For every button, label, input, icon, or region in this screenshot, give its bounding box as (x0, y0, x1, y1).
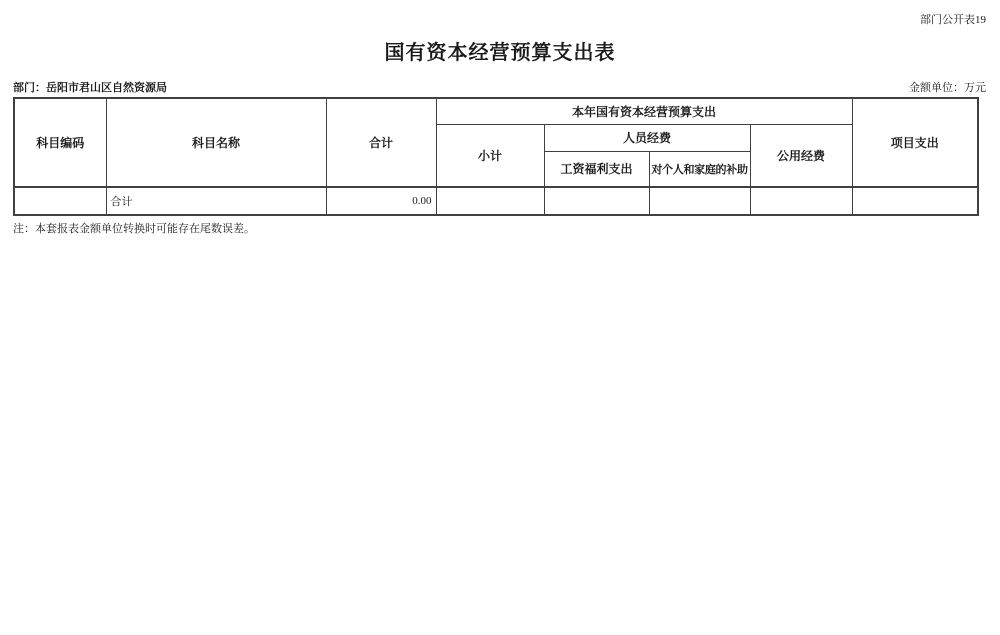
col-header-personnel-group: 人员经费 (544, 124, 750, 151)
table-note: 注：本套报表金额单位转换时可能存在尾数误差。 (13, 223, 255, 235)
cell-wage-welfare (544, 187, 649, 215)
col-header-wage-welfare: 工资福利支出 (544, 151, 649, 187)
cell-project-expenditure (852, 187, 978, 215)
col-header-current-year-group: 本年国有资本经营预算支出 (436, 98, 852, 124)
budget-table (13, 97, 979, 216)
table-header (14, 98, 978, 187)
header-row-1 (14, 98, 978, 124)
unit-label: 金额单位：万元 (909, 82, 986, 94)
cell-subject-code (14, 187, 106, 215)
col-header-project-expenditure: 项目支出 (852, 98, 978, 187)
col-header-total: 合计 (326, 98, 436, 187)
cell-subtotal (436, 187, 544, 215)
col-header-subtotal: 小计 (436, 124, 544, 187)
col-header-individual-family-subsidy: 对个人和家庭的补助 (649, 151, 750, 187)
page-title: 国有资本经营预算支出表 (384, 42, 616, 64)
department-label: 部门：岳阳市君山区自然资源局 (13, 82, 167, 94)
cell-total: 0.00 (326, 187, 436, 215)
col-header-subject-code: 科目编码 (14, 98, 106, 187)
cell-subject-name: 合计 (106, 187, 326, 215)
table-ref: 部门公开表19 (920, 14, 986, 26)
cell-public-expenses (750, 187, 852, 215)
table-body (14, 187, 978, 215)
col-header-subject-name: 科目名称 (106, 98, 326, 187)
table-row-total (14, 187, 978, 215)
col-header-public-expenses: 公用经费 (750, 124, 852, 187)
cell-individual-family-subsidy (649, 187, 750, 215)
